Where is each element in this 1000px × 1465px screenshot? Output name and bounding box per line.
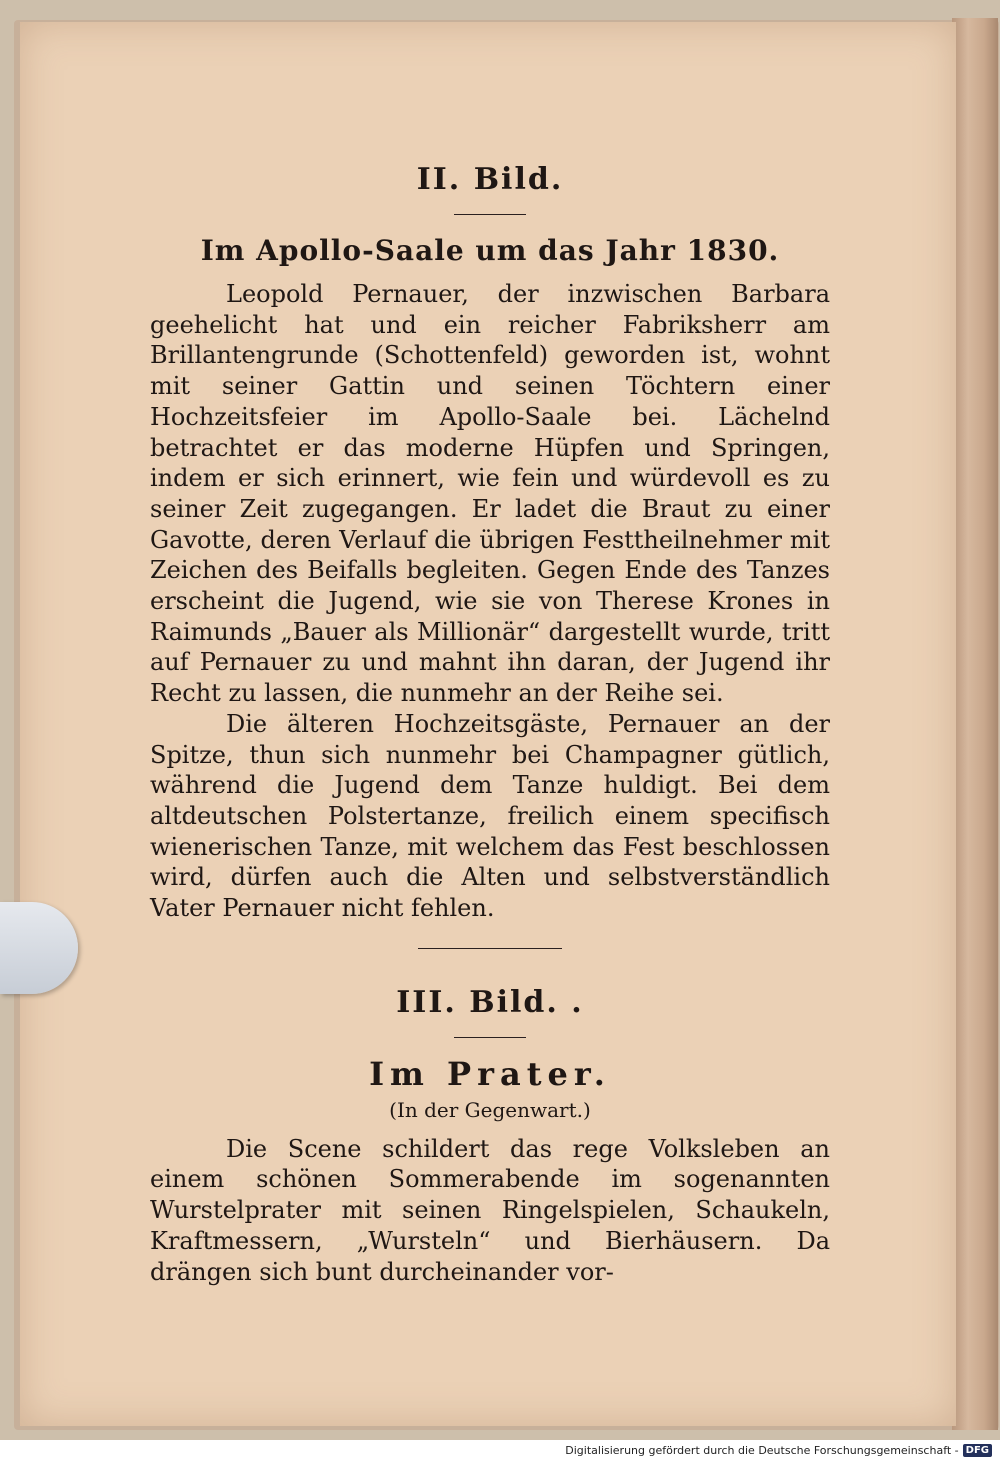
section-2-heading: II. Bild.	[416, 162, 564, 197]
section-3-heading: III. Bild. .	[396, 984, 584, 1020]
footer-text: Digitalisierung gefördert durch die Deutsche Forschungsgemeinschaft -	[565, 1444, 959, 1457]
page-edge	[952, 18, 998, 1430]
heading-rule	[454, 214, 526, 215]
section-2-paragraph-2: Die älteren Hochzeitsgäste, Pernauer an der Spitze, thun sich nunmehr bei Champagner gütlich, während die Jugend dem Tanze huldigt. Bei dem altdeutschen Polstertanze, freilich einem specifisch wienerischen Tanze, mit welchem das Fest beschlossen wird, dürfen auch die Alten und selbstverständlich Vater Pernauer nicht fehlen.	[150, 709, 830, 923]
heading-rule	[454, 1037, 526, 1038]
dfg-logo: DFG	[963, 1444, 992, 1457]
section-2-paragraph-1: Leopold Pernauer, der inzwischen Barbara geehelicht hat und ein reicher Fabriksherr am Brillantengrunde (Schottenfeld) geworden ist, wohnt mit seiner Gattin und seinen Töchtern einer Hochzeitsfeier im Apollo-Saale bei. Lächelnd betrachtet er das moderne Hüpfen und Springen, indem er sich erinnert, wie fein und würdevoll es zu seiner Zeit zugegangen. Er ladet die Braut zu einer Gavotte, deren Verlauf die übrigen Festtheilnehmer mit Zeichen des Beifalls begleiten. Gegen Ende des Tanzes erscheint die Jugend, wie sie von Therese Krones in Raimunds „Bauer als Millionär“ dargestellt wurde, tritt auf Pernauer zu und mahnt ihn daran, der Jugend ihr Recht zu lassen, die nunmehr an der Reihe sei.	[150, 280, 830, 708]
section-3-paragraph-1: Die Scene schildert das rege Volksleben an einem schönen Sommerabende im sogenannten Wurstelprater mit seinen Ringelspielen, Schaukeln, Kraftmessern, „Wursteln“ und Bierhäusern. Da drängen sich bunt durcheinander vor-	[150, 1134, 830, 1286]
section-3-note: (In der Gegenwart.)	[389, 1097, 591, 1122]
section-divider	[418, 948, 562, 949]
section-3-subheading: Im Prater.	[369, 1054, 611, 1093]
section-2-subheading: Im Apollo-Saale um das Jahr 1830.	[200, 234, 780, 267]
page-text	[150, 160, 830, 1287]
footer	[565, 1444, 992, 1457]
